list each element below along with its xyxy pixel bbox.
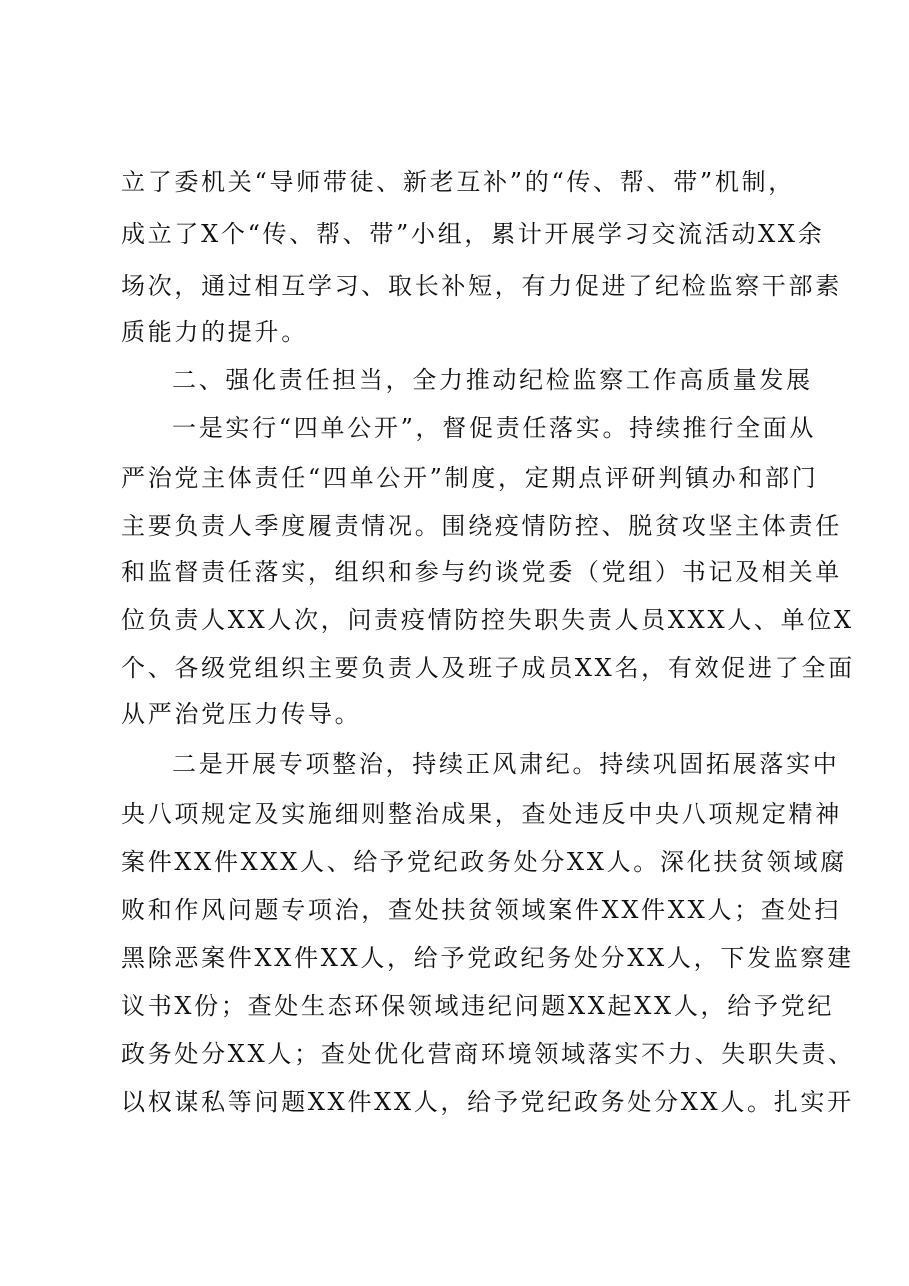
- body-text-line: 场次，通过相互学习、取长补短，有力促进了纪检监察干部素: [121, 272, 842, 300]
- body-text-line: 成立了X个“传、帮、带”小组，累计开展学习交流活动XX余: [121, 220, 825, 248]
- body-text-line: 主要负责人季度履责情况。围绕疫情防控、脱贫攻坚主体责任: [121, 512, 842, 540]
- body-text-line: 立了委机关“导师带徒、新老互补”的“传、帮、带”机制，: [121, 168, 795, 196]
- body-text-line: 败和作风问题专项治，查处扶贫领域案件XX件XX人；查处扫: [121, 896, 841, 924]
- body-text-line: 位负责人XX人次，问责疫情防控失职失责人员XXX人、单位X: [121, 606, 854, 634]
- body-text-line: 央八项规定及实施细则整治成果，查处违反中央八项规定精神: [121, 800, 842, 828]
- body-text-line: 二是开展专项整治，持续正风肃纪。持续巩固拓展落实中: [172, 750, 840, 778]
- body-text-line: 政务处分XX人；查处优化营商环境领域落实不力、失职失责、: [121, 1040, 855, 1068]
- body-text-line: 质能力的提升。: [121, 318, 308, 346]
- body-text-line: 严治党主体责任“四单公开”制度，定期点评研判镇办和部门: [121, 464, 819, 492]
- body-text-line: 和监督责任落实，组织和参与约谈党委（党组）书记及相关单: [121, 558, 842, 586]
- body-text-line: 议书X份；查处生态环保领域违纪问题XX起XX人，给予党纪: [121, 992, 835, 1020]
- body-text-line: 个、各级党组织主要负责人及班子成员XX名，有效促进了全面: [121, 654, 855, 682]
- section-heading: 二、强化责任担当，全力推动纪检监察工作高质量发展: [172, 366, 813, 394]
- body-text-line: 以权谋私等问题XX件XX人，给予党纪政务处分XX人。扎实开: [121, 1088, 854, 1116]
- body-text-line: 一是实行“四单公开”，督促责任落实。持续推行全面从: [172, 414, 817, 442]
- body-text-line: 案件XX件XXX人、给予党纪政务处分XX人。深化扶贫领域腐: [121, 848, 847, 876]
- body-text-line: 黑除恶案件XX件XX人，给予党政纪务处分XX人，下发监察建: [121, 944, 854, 972]
- body-text-line: 从严治党压力传导。: [121, 700, 362, 728]
